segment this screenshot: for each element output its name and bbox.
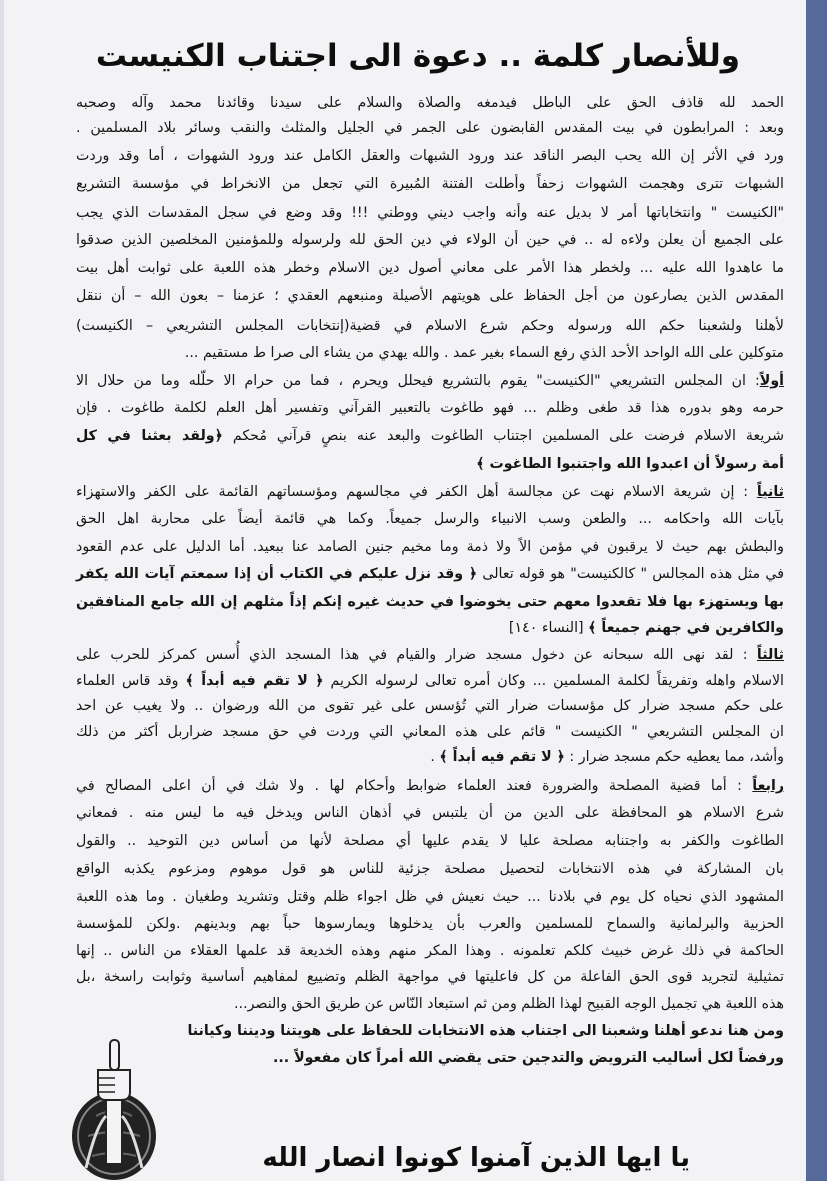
- section-heading: أولاً: [759, 373, 784, 389]
- text-segment: .: [430, 749, 440, 765]
- section-heading: رابعاً: [752, 778, 784, 794]
- text-line: [76, 316, 784, 336]
- text-line: [76, 967, 784, 987]
- quran-quote: ورفضاً لكل أساليب الترويض والتدجين حتى يقضي الله أمراً كان مفعولاً ...: [272, 1050, 784, 1066]
- text-segment: الحاكمة في ذلك غرض خبيث كلكم تعلمونه . وهذا المكر منهم وهذه الخديعة قد علمها العقلاء من الناس .. إنها: [76, 943, 784, 959]
- text-line: [76, 747, 784, 767]
- text-line: [76, 371, 784, 391]
- text-line: [76, 258, 784, 278]
- text-line: [76, 776, 784, 796]
- quran-quote: بها ويستهزء بها فلا تقعدوا معهم حتى يخوضوا في حديث غيره إنكم إذاً مثلهم إن الله جامع المنافقين: [76, 594, 784, 610]
- text-segment: تمثيلية لتجريد قوى الحق الفاعلة من كل فاعليتها في مواجهة الظلم وتضييع لمفاهيم أساسية وثوابت راسخة ،بل: [76, 969, 784, 985]
- text-line: [187, 1021, 784, 1041]
- text-segment: الاسلام واهله وتفريقاً لكلمة المسلمين ... وكان أمره تعالى لرسوله الكريم: [323, 673, 784, 689]
- text-line: [76, 859, 784, 879]
- text-line: [76, 454, 784, 474]
- quran-quote: ﴿ لا تقم فيه أبداً ﴾: [439, 749, 565, 765]
- text-segment: والبطش بهم حيث لا يرقبون في مؤمن الاً ولا ذمة وما مخيم جنين الصامد عنا ببعيد. أما الدليل على عدم القعود: [76, 539, 784, 555]
- page-title: وللأنصار كلمة .. دعوة الى اجتناب الكنيست: [95, 38, 740, 74]
- text-segment: "الكنيست " وانتخاباتها أمر لا بديل عنه وأنه واجب ديني ووطني !!! وقد وضع في سجل المقدسات الذي يجب: [76, 205, 784, 221]
- text-segment: لأهلنا ولشعبنا حكم الله ورسوله وحكم شرع الاسلام في قضية(إنتخابات المجلس التشريعي – الكنيست): [76, 318, 784, 334]
- text-segment: الحزبية والبرلمانية والسماح للمسلمين والعرب بأن يدخلوها ويمارسوها حباً بهم وبدينهم .ولكن للمؤسسة: [76, 916, 784, 932]
- text-segment: ما عاهدوا الله عليه ... ولخطر هذا الأمر على معاني أصول دين الاسلام وخطر هذه اللعبة على ثوابت أهل بيت: [76, 260, 784, 276]
- text-segment: شريعة الاسلام فرضت على المسلمين اجتناب الطاغوت والبعد عنه بنصٍ قرآني مُحكم: [222, 428, 784, 444]
- text-line: [76, 118, 784, 138]
- text-segment: بان المشاركة في هذه الانتخابات لتحصيل مصلحة جزئية للناس هو قول موهوم ومزعوم يكذبه الواقع: [76, 861, 784, 877]
- text-segment: شرع الاسلام هو المحافظة على الدين من أن يلتبس في أذهان الناس ويدخل فيه ما ليس منه . فمعاني: [76, 805, 784, 821]
- section-heading: ثالثاً: [756, 647, 785, 663]
- text-segment: متوكلين على الله الواحد الأحد الذي رفع السماء بغير عمد . والله يهدي من يشاء الى صرا ط مستقيم ...: [184, 345, 784, 361]
- quran-quote: ﴿ولقد بعثنا في كل: [76, 428, 223, 444]
- text-line: [76, 645, 784, 665]
- text-segment: في مثل هذه المجالس " كالكنيست" هو قوله تعالى: [477, 566, 784, 582]
- text-line: [76, 426, 784, 446]
- section-heading: ثانياً: [756, 484, 784, 500]
- text-segment: وبعد : المرابطون في بيت المقدس القابضون على الجمر في الجليل والمثلث والنقب وسائر بلاد المسلمين .: [76, 120, 784, 136]
- text-segment: ورد في الأثر إن الله يحب البصر الناقد عند ورود الشبهات والعقل الكامل عند ورود الشهوات ، أما وقد وردت: [76, 148, 784, 164]
- text-line: [76, 509, 784, 529]
- text-line: [76, 174, 784, 194]
- quran-quote: ومن هنا ندعو أهلنا وشعبنا الى اجتناب هذه الانتخابات للحفاظ على هويتنا وديننا وكياننا: [187, 1023, 784, 1039]
- text-line: [76, 286, 784, 306]
- quran-quote: ﴿ لا تقم فيه أبداً ﴾: [185, 673, 324, 689]
- text-segment: الشبهات تترى وهجمت الشهوات زحفاً وأطلت الفتنة المُبيرة التي تجعل من الانخراط في مؤسسة التشريع: [76, 176, 784, 192]
- text-line: [76, 941, 784, 961]
- text-segment: المشهود الذي نحياه كل يوم في بلادنا ... حيث نعيش في ظل اجواء ظلم وقتل وتشريد وطغيان . وما هذه اللعبة: [76, 889, 784, 905]
- text-segment: : أما قضية المصلحة والضرورة فعند العلماء ضوابط وأحكام لها . ولا شك في أن اعلى المصالح في: [76, 778, 753, 794]
- text-line: [76, 230, 784, 250]
- text-line: [76, 722, 784, 742]
- text-segment: الطاغوت والكفر به واجتنابه مصلحة عليا لا يقدم عليها أي مصلحة لأنها من أساس دين التوحيد .. والقول: [76, 833, 784, 849]
- text-line: [76, 914, 784, 934]
- text-line: [76, 203, 784, 223]
- text-line: [76, 831, 784, 851]
- text-line: [76, 592, 784, 612]
- text-segment: حرمه وهو بدوره هذا قد طغى وظلم ... فهو طاغوت بالتعبير القرآني وتفسير أهل العلم لكلمة طاغوت . فإن: [76, 400, 784, 416]
- text-line: [76, 146, 784, 166]
- text-segment: : ان المجلس التشريعي "الكنيست" يقوم بالتشريع فيحلل ويحرم ، فما من حرام الا حلّله وما من حلال الا: [76, 373, 760, 389]
- quran-quote: والكافرين في جهنم جميعاً ﴾: [588, 620, 784, 636]
- text-line: [76, 803, 784, 823]
- text-line: [76, 398, 784, 418]
- text-line: [76, 564, 784, 584]
- text-line: [76, 994, 784, 1014]
- page-left-edge: [0, 0, 4, 1181]
- text-line: [76, 482, 784, 502]
- text-segment: وأشد، مما يعطيه حكم مسجد ضرار :: [564, 749, 784, 765]
- text-segment: وقد قاس العلماء: [76, 673, 186, 689]
- text-line: [76, 618, 784, 638]
- text-line: [76, 93, 784, 113]
- text-line: [76, 887, 784, 907]
- text-segment: [النساء ١٤٠]: [508, 620, 589, 636]
- text-line: [190, 1048, 784, 1068]
- ansar-allah-logo-icon: [66, 1036, 162, 1181]
- text-segment: بآيات الله واحكامه ... والطعن وسب الانبياء والرسل جميعاً. وكما هي قائمة أيضاً على محاربة اهل الحق: [76, 511, 784, 527]
- text-segment: المقدس الذين يصارعون من أجل الحفاظ على هويتهم الأصيلة ومنبعهم العقدي ؛ عزمنا – بعون الله – أن ننقل: [76, 288, 784, 304]
- quran-quote: ﴿ وقد نزل عليكم في الكتاب أن إذا سمعتم آيات الله يكفر: [76, 566, 478, 582]
- text-segment: على الجميع أن يعلن ولاءه له .. في حين أن الولاء في دين الحق لله ولرسوله وللمؤمنين المخلصين الذين صدقوا: [76, 232, 784, 248]
- text-segment: ان المجلس التشريعي " الكنيست " قائم على هذه المعاني التي وردت في حق مسجد ضراربل أكثر من ذلك: [76, 724, 784, 740]
- text-line: [76, 696, 784, 716]
- text-segment: : إن شريعة الاسلام نهت عن مجالسة أهل الكفر في مجالسهم ومؤسساتهم القائمة على الكفر والاستهزاء: [76, 484, 757, 500]
- text-line: [76, 537, 784, 557]
- text-segment: على حكم مسجد ضرار كل مؤسسات ضرار التي تُؤسس على غير تقوى من الله ورضوان .. ولا يغيب عن احد: [76, 698, 784, 714]
- text-line: [76, 343, 784, 363]
- text-segment: لقد نهى الله سبحانه عن دخول مسجد ضرار والقيام في هذا المسجد الذي أُسس كمركز للحرب على: [76, 647, 734, 663]
- text-line: [76, 671, 784, 691]
- closing-verse: يا ايها الذين آمنوا كونوا انصار الله: [262, 1143, 690, 1173]
- text-segment: هذه اللعبة هي تجميل الوجه القبيح لهذا الظلم ومن ثم استبعاد النّاس عن طريق الحق والنصر...: [234, 996, 784, 1012]
- page-right-edge: [806, 0, 827, 1181]
- text-segment: :: [733, 647, 757, 663]
- quran-quote: أمة رسولاً أن اعبدوا الله واجتنبوا الطاغوت ﴾: [476, 456, 784, 472]
- text-segment: الحمد لله قاذف الحق على الباطل فيدمغه والصلاة والسلام على سيدنا وقائدنا محمد وآله وصحبه: [76, 95, 784, 111]
